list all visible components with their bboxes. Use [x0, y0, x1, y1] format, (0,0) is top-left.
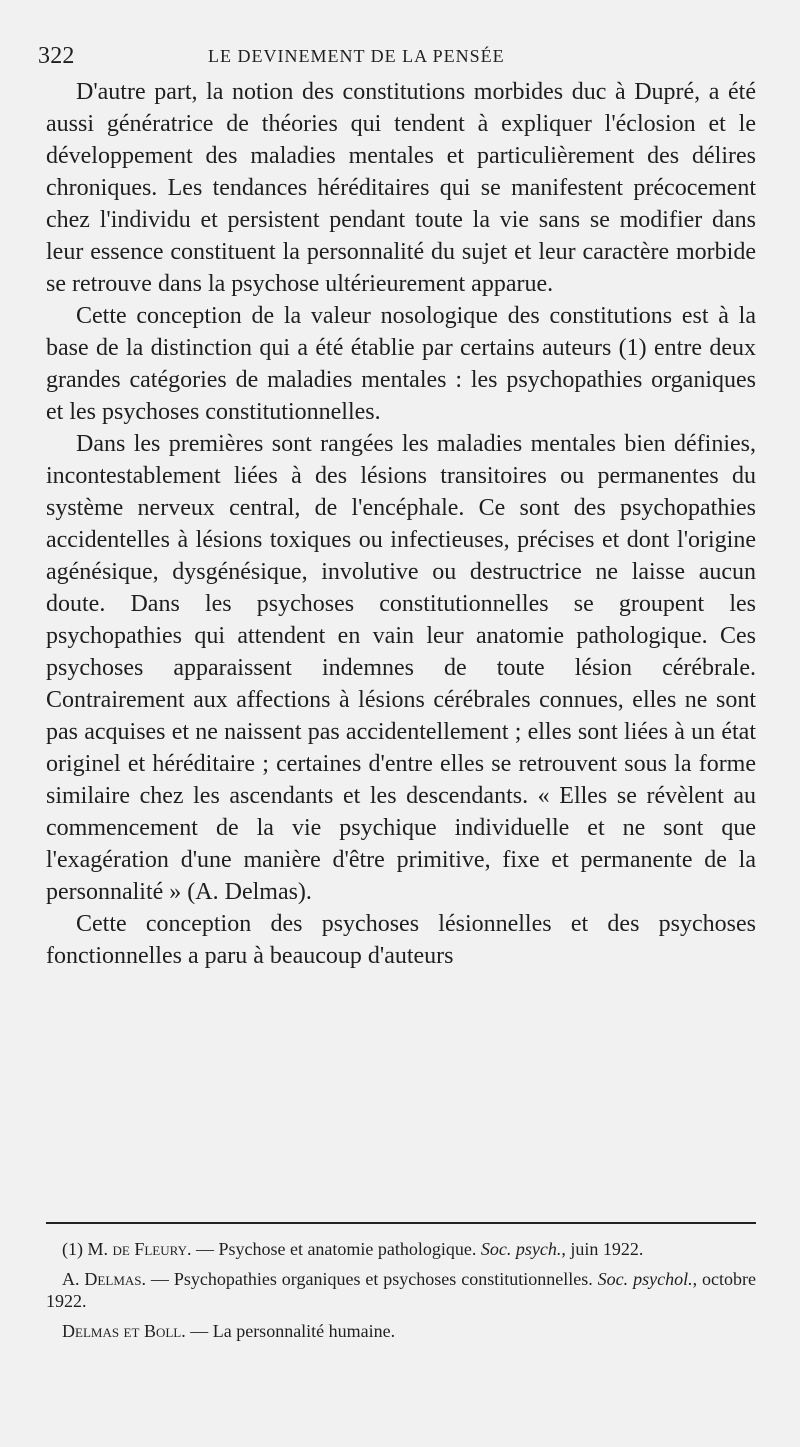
footnote-2 — [46, 1268, 756, 1312]
footnotes — [46, 1238, 756, 1350]
main-text — [46, 76, 756, 972]
footnote-1-source: Soc. psych. — [480, 1239, 562, 1259]
footnote-2-author: A. Delmas — [62, 1269, 142, 1289]
body-paragraph-1: D'autre part, la notion des constitutions morbides duc à Dupré, a été aussi génératrice de théories qui tendent à expliquer l'éclosion et le développement des maladies mentales et particulièrement des délires chroniques. Les tendances héréditaires qui se manifestent précocement chez l'individu et persistent pendant toute la vie sans se modifier dans leur essence constituent la personnalité du sujet et leur caractère morbide se retrouve dans la psychose ultérieurement apparue. — [46, 79, 756, 297]
body-paragraph-2: Cette conception de la valeur nosologique des constitutions est à la base de la distinction qui a été établie par certains auteurs (1) entre deux grandes catégories de maladies mentales : les psychopathies organiques et les psychoses constitutionnelles. — [46, 303, 756, 425]
body-paragraph-4: Cette conception des psychoses lésionnelles et des psychoses fonctionnelles a paru à beaucoup d'auteurs — [46, 911, 756, 969]
footnote-3 — [46, 1320, 756, 1342]
footnote-2-suffix: , octobre 1922. — [46, 1269, 756, 1311]
page-header — [38, 38, 758, 74]
footnote-3-author: Delmas et Boll — [62, 1321, 182, 1341]
body-paragraph-3: Dans les premières sont rangées les maladies mentales bien définies, incontestablement liées à des lésions transitoires ou permanentes du système nerveux central, de l'encéphale. Ce sont des psychopathies accidentelles à lésions toxiques ou infectieuses, précises et dont l'origine agénésique, dysgénésique, involutive ou destructrice ne laisse aucun doute. Dans les psychoses constitutionnelles se groupent les psychopathies qui attendent en vain leur anatomie pathologique. Ces psychoses apparaissent indemnes de toute lésion cérébrale. Contrairement aux affections à lésions cérébrales connues, elles ne sont pas acquises et ne naissent pas accidentellement ; elles sont liées à un état originel et héréditaire ; certaines d'entre elles se retrouvent sous la forme similaire chez les ascendants et les descendants. « Elles se révèlent au commencement de la vie psychique individuelle et ne sont que l'exagération d'une manière d'être primitive, fixe et permanente de la personnalité » (A. Delmas). — [46, 431, 756, 905]
footnote-2-text: . — Psychopathies organiques et psychoses constitutionnelles. — [141, 1269, 598, 1289]
footnote-3-text: . — La personnalité humaine. — [181, 1321, 396, 1341]
footnote-1-author: de Fleury — [112, 1239, 187, 1259]
footnote-1 — [46, 1238, 756, 1260]
footnote-2-source: Soc. psychol. — [597, 1269, 693, 1289]
footnote-1-suffix: , juin 1922. — [561, 1239, 644, 1259]
running-head: LE DEVINEMENT DE LA PENSÉE — [208, 46, 505, 66]
page-number: 322 — [38, 43, 75, 69]
footnote-1-text: . — Psychose et anatomie pathologique. — [186, 1239, 481, 1259]
footnote-1-prefix: (1) M. — [62, 1239, 113, 1259]
footnote-divider — [46, 1222, 756, 1224]
